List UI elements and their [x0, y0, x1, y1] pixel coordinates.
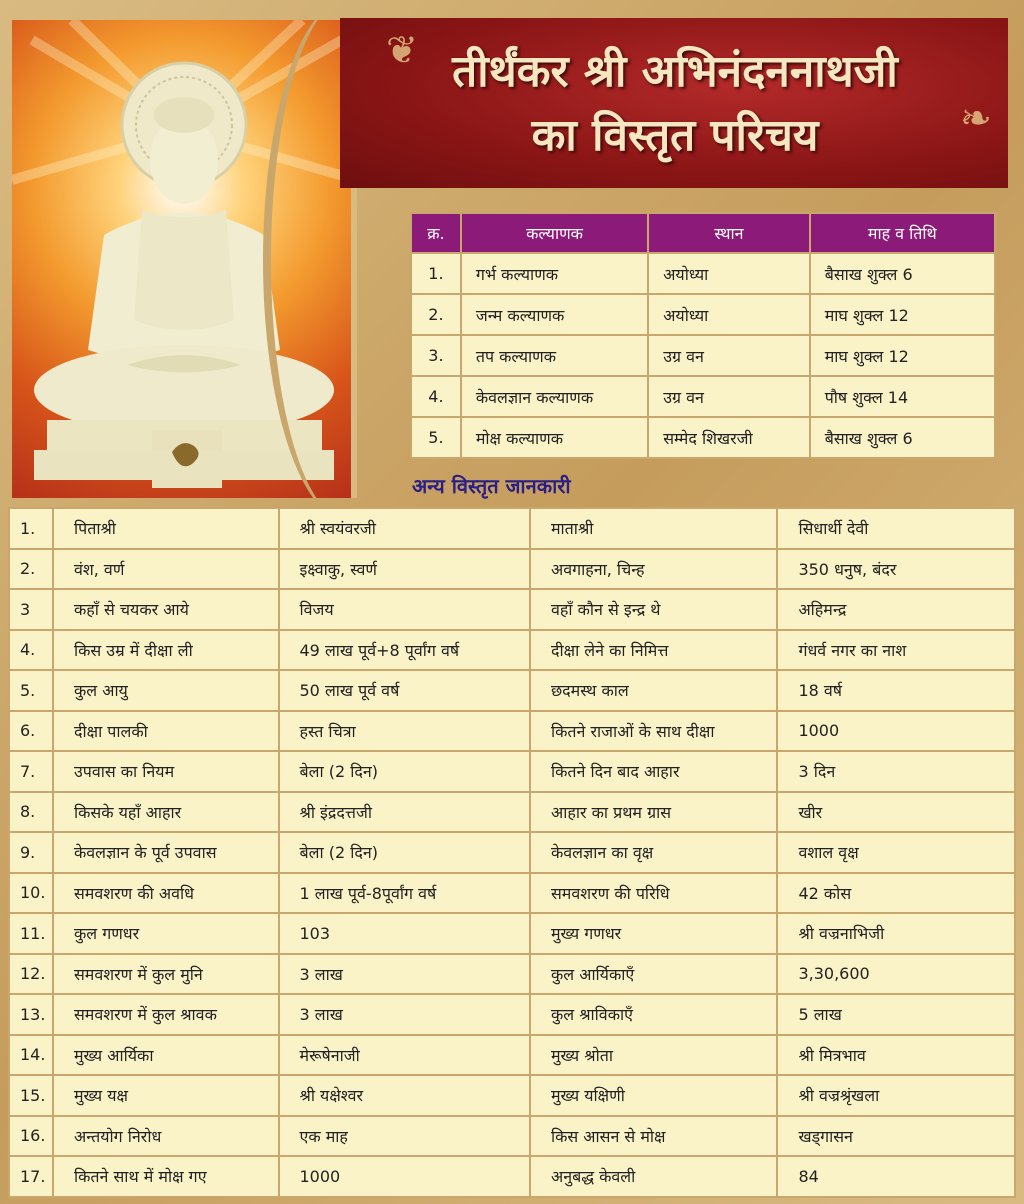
table-row	[9, 711, 1015, 752]
table-row	[9, 549, 1015, 590]
detail-serial: 3	[9, 589, 53, 630]
detail-serial: 9.	[9, 832, 53, 873]
detail-value-2: 5 लाख	[777, 994, 1015, 1035]
detail-value-1: बेला (2 दिन)	[279, 751, 530, 792]
detail-value-2: 18 वर्ष	[777, 670, 1015, 711]
table-row	[9, 873, 1015, 914]
detail-value-2: 3 दिन	[777, 751, 1015, 792]
table-row	[9, 832, 1015, 873]
detail-label-2: मुख्य गणधर	[530, 913, 777, 954]
detail-value-1: श्री यक्षेश्वर	[279, 1075, 530, 1116]
detail-serial: 8.	[9, 792, 53, 833]
row-serial: 3.	[411, 335, 461, 376]
kalyanak-header-row	[411, 213, 995, 253]
detail-label-1: समवशरण में कुल मुनि	[53, 954, 279, 995]
detail-value-2: अहिमन्द्र	[777, 589, 1015, 630]
detail-serial: 12.	[9, 954, 53, 995]
detail-label-2: छदमस्थ काल	[530, 670, 777, 711]
table-row	[411, 376, 995, 417]
detail-label-1: कुल आयु	[53, 670, 279, 711]
detail-label-1: समवशरण की अवधि	[53, 873, 279, 914]
row-kalyanak: जन्म कल्याणक	[461, 294, 648, 335]
detail-serial: 5.	[9, 670, 53, 711]
page-title	[360, 40, 990, 168]
detail-label-1: कितने साथ में मोक्ष गए	[53, 1156, 279, 1197]
detail-value-2: खीर	[777, 792, 1015, 833]
row-date: पौष शुक्ल 14	[810, 376, 995, 417]
table-row	[9, 994, 1015, 1035]
detail-value-2: सिधार्थी देवी	[777, 508, 1015, 549]
row-serial: 1.	[411, 253, 461, 294]
detail-serial: 4.	[9, 630, 53, 671]
detail-value-1: 50 लाख पूर्व वर्ष	[279, 670, 530, 711]
kalyanak-table	[410, 212, 996, 459]
detail-label-2: वहाँ कौन से इन्द्र थे	[530, 589, 777, 630]
row-kalyanak: केवलज्ञान कल्याणक	[461, 376, 648, 417]
detail-value-2: 350 धनुष, बंदर	[777, 549, 1015, 590]
detail-label-2: अनुबद्ध केवली	[530, 1156, 777, 1197]
details-subheading: अन्य विस्तृत जानकारी	[412, 474, 571, 498]
row-place: उग्र वन	[648, 376, 809, 417]
detail-label-1: कुल गणधर	[53, 913, 279, 954]
detail-value-1: इक्ष्वाकु, स्वर्ण	[279, 549, 530, 590]
detail-label-2: कुल आर्यिकाएँ	[530, 954, 777, 995]
detail-label-1: किस उम्र में दीक्षा ली	[53, 630, 279, 671]
detail-label-1: अन्तयोग निरोध	[53, 1116, 279, 1157]
table-row	[411, 417, 995, 458]
table-row	[9, 589, 1015, 630]
detail-serial: 13.	[9, 994, 53, 1035]
detail-label-1: वंश, वर्ण	[53, 549, 279, 590]
row-serial: 4.	[411, 376, 461, 417]
details-table	[8, 507, 1016, 1198]
header-serial: क्र.	[411, 213, 461, 253]
detail-label-2: दीक्षा लेने का निमित्त	[530, 630, 777, 671]
detail-label-2: कुल श्राविकाएँ	[530, 994, 777, 1035]
detail-label-2: कितने दिन बाद आहार	[530, 751, 777, 792]
row-kalyanak: गर्भ कल्याणक	[461, 253, 648, 294]
table-row	[9, 630, 1015, 671]
idol-photo	[12, 20, 357, 498]
detail-value-1: 1 लाख पूर्व-8पूर्वांग वर्ष	[279, 873, 530, 914]
detail-value-1: विजय	[279, 589, 530, 630]
detail-label-2: मुख्य श्रोता	[530, 1035, 777, 1076]
row-date: माघ शुक्ल 12	[810, 294, 995, 335]
table-row	[411, 294, 995, 335]
detail-label-2: किस आसन से मोक्ष	[530, 1116, 777, 1157]
detail-value-2: 3,30,600	[777, 954, 1015, 995]
detail-value-1: 49 लाख पूर्व+8 पूर्वांग वर्ष	[279, 630, 530, 671]
row-place: सम्मेद शिखरजी	[648, 417, 809, 458]
flourish-left-icon: ❦	[386, 28, 418, 72]
detail-value-2: श्री मित्रभाव	[777, 1035, 1015, 1076]
detail-label-1: केवलज्ञान के पूर्व उपवास	[53, 832, 279, 873]
detail-serial: 6.	[9, 711, 53, 752]
detail-value-2: वशाल वृक्ष	[777, 832, 1015, 873]
idol-figure-icon	[12, 20, 357, 498]
header-date: माह व तिथि	[810, 213, 995, 253]
detail-label-2: आहार का प्रथम ग्रास	[530, 792, 777, 833]
detail-value-2: श्री वज्रश्रृंखला	[777, 1075, 1015, 1116]
table-row	[9, 508, 1015, 549]
detail-value-2: 42 कोस	[777, 873, 1015, 914]
title-line-1: तीर्थंकर श्री अभिनंदननाथजी	[452, 46, 898, 97]
detail-value-1: हस्त चित्रा	[279, 711, 530, 752]
table-row	[9, 670, 1015, 711]
detail-label-1: उपवास का नियम	[53, 751, 279, 792]
header-kalyanak: कल्याणक	[461, 213, 648, 253]
detail-serial: 7.	[9, 751, 53, 792]
detail-serial: 17.	[9, 1156, 53, 1197]
detail-value-1: 3 लाख	[279, 954, 530, 995]
detail-serial: 1.	[9, 508, 53, 549]
detail-value-1: 103	[279, 913, 530, 954]
detail-label-1: समवशरण में कुल श्रावक	[53, 994, 279, 1035]
flourish-right-icon: ❧	[960, 96, 992, 140]
table-row	[411, 253, 995, 294]
detail-serial: 15.	[9, 1075, 53, 1116]
detail-label-1: मुख्य आर्यिका	[53, 1035, 279, 1076]
row-date: बैसाख शुक्ल 6	[810, 253, 995, 294]
detail-value-1: 3 लाख	[279, 994, 530, 1035]
detail-value-2: 84	[777, 1156, 1015, 1197]
detail-serial: 11.	[9, 913, 53, 954]
detail-label-1: किसके यहाँ आहार	[53, 792, 279, 833]
table-row	[9, 1075, 1015, 1116]
detail-label-2: अवगाहना, चिन्ह	[530, 549, 777, 590]
header-place: स्थान	[648, 213, 809, 253]
table-row	[9, 1156, 1015, 1197]
table-row	[9, 954, 1015, 995]
detail-label-2: समवशरण की परिधि	[530, 873, 777, 914]
table-row	[9, 913, 1015, 954]
row-kalyanak: मोक्ष कल्याणक	[461, 417, 648, 458]
detail-serial: 10.	[9, 873, 53, 914]
detail-value-1: मेरूषेनाजी	[279, 1035, 530, 1076]
row-date: बैसाख शुक्ल 6	[810, 417, 995, 458]
detail-value-1: 1000	[279, 1156, 530, 1197]
detail-value-2: 1000	[777, 711, 1015, 752]
detail-serial: 14.	[9, 1035, 53, 1076]
table-row	[9, 751, 1015, 792]
detail-label-1: दीक्षा पालकी	[53, 711, 279, 752]
detail-label-1: मुख्य यक्ष	[53, 1075, 279, 1116]
detail-value-1: बेला (2 दिन)	[279, 832, 530, 873]
row-serial: 2.	[411, 294, 461, 335]
table-row	[411, 335, 995, 376]
table-row	[9, 792, 1015, 833]
detail-label-2: मुख्य यक्षिणी	[530, 1075, 777, 1116]
detail-label-1: पिताश्री	[53, 508, 279, 549]
detail-serial: 16.	[9, 1116, 53, 1157]
detail-label-1: कहाँ से चयकर आये	[53, 589, 279, 630]
detail-value-1: श्री इंद्रदत्तजी	[279, 792, 530, 833]
row-date: माघ शुक्ल 12	[810, 335, 995, 376]
detail-value-2: श्री वज्रनाभिजी	[777, 913, 1015, 954]
row-kalyanak: तप कल्याणक	[461, 335, 648, 376]
detail-value-2: गंधर्व नगर का नाश	[777, 630, 1015, 671]
table-row	[9, 1035, 1015, 1076]
detail-value-1: श्री स्वयंवरजी	[279, 508, 530, 549]
detail-label-2: केवलज्ञान का वृक्ष	[530, 832, 777, 873]
detail-label-2: कितने राजाओं के साथ दीक्षा	[530, 711, 777, 752]
detail-label-2: माताश्री	[530, 508, 777, 549]
detail-value-2: खड्गासन	[777, 1116, 1015, 1157]
row-place: अयोध्या	[648, 253, 809, 294]
row-place: अयोध्या	[648, 294, 809, 335]
detail-serial: 2.	[9, 549, 53, 590]
table-row	[9, 1116, 1015, 1157]
row-place: उग्र वन	[648, 335, 809, 376]
title-line-2: का विस्तृत परिचय	[531, 110, 819, 161]
detail-value-1: एक माह	[279, 1116, 530, 1157]
row-serial: 5.	[411, 417, 461, 458]
